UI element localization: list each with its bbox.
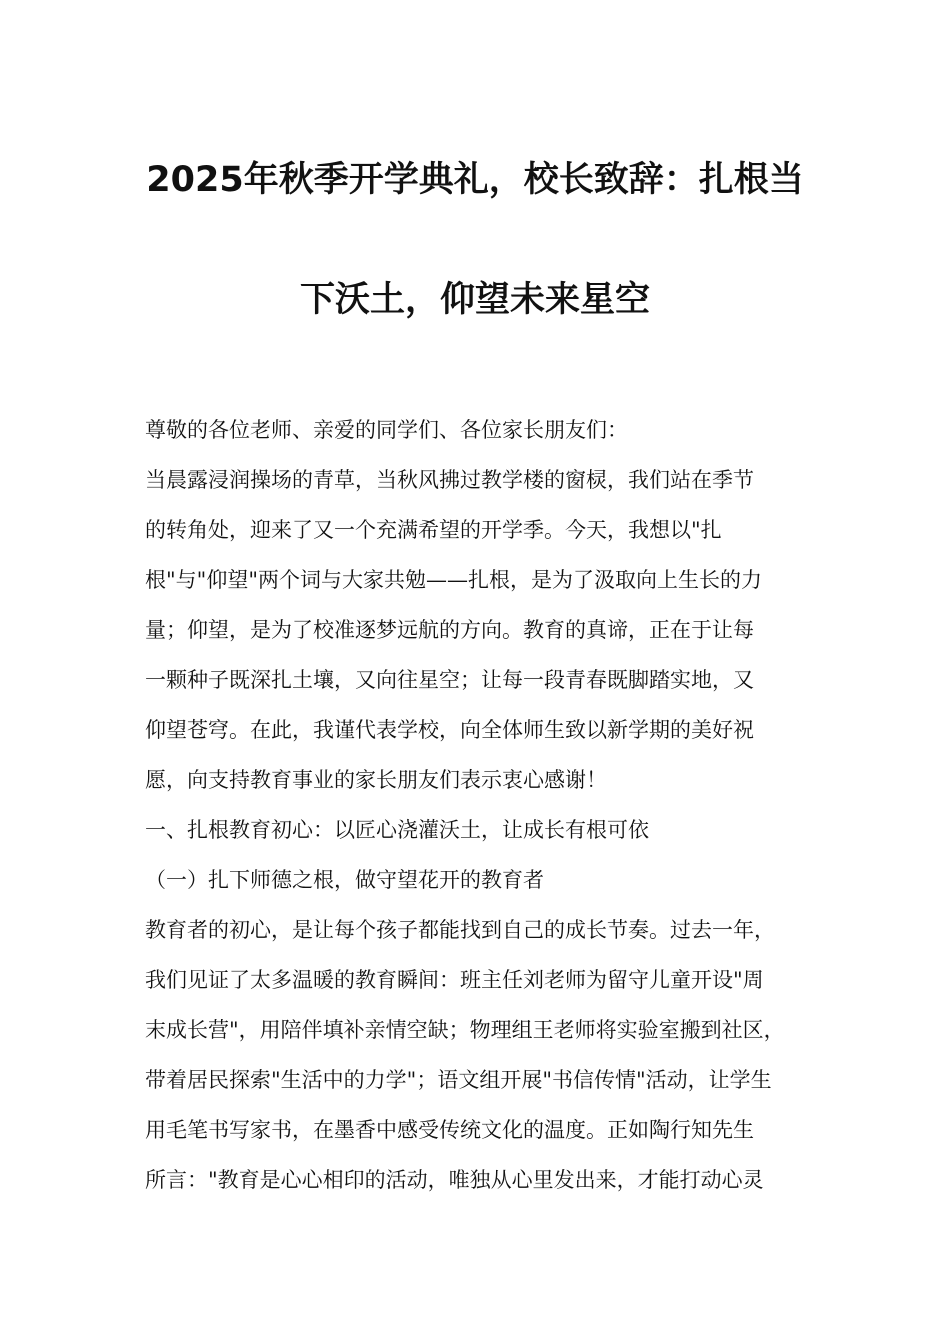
body-line: 当晨露浸润操场的青草，当秋风拂过教学楼的窗棂，我们站在季节 [145,468,754,492]
body-line: 末成长营"，用陪伴填补亲情空缺；物理组王老师将实验室搬到社区， [145,1018,785,1042]
body-line: 的转角处，迎来了又一个充满希望的开学季。今天，我想以"扎 [145,518,722,542]
body-line: 愿，向支持教育事业的家长朋友们表示衷心感谢！ [145,768,607,792]
body-line: 仰望苍穹。在此，我谨代表学校，向全体师生致以新学期的美好祝 [145,718,754,742]
body-line: 量；仰望，是为了校准逐梦远航的方向。教育的真谛，正在于让每 [145,618,754,642]
body-line: 一颗种子既深扎土壤，又向往星空；让每一段青春既脚踏实地，又 [145,668,754,692]
salutation: 尊敬的各位老师、亲爱的同学们、各位家长朋友们： [145,418,628,442]
body-line: 我们见证了太多温暖的教育瞬间：班主任刘老师为留守儿童开设"周 [145,968,764,992]
subsection-heading: （一）扎下师德之根，做守望花开的教育者 [145,868,544,892]
body-line: 教育者的初心，是让每个孩子都能找到自己的成长节奏。过去一年， [145,918,775,942]
document-body [145,412,825,1212]
body-line: 根"与"仰望"两个词与大家共勉——扎根，是为了汲取向上生长的力 [145,568,762,592]
document-title-line-2: 下沃土，仰望未来星空 [299,280,650,320]
body-line: 带着居民探索"生活中的力学"；语文组开展"书信传情"活动，让学生 [145,1068,772,1092]
body-line: 用毛笔书写家书，在墨香中感受传统文化的温度。正如陶行知先生 [145,1118,754,1142]
document-title-line-1: 2025年秋季开学典礼，校长致辞：扎根当 [146,160,804,200]
body-line: 所言："教育是心心相印的活动，唯独从心里发出来，才能打动心灵 [145,1168,764,1192]
section-heading: 一、扎根教育初心：以匠心浇灌沃土，让成长有根可依 [145,818,649,842]
